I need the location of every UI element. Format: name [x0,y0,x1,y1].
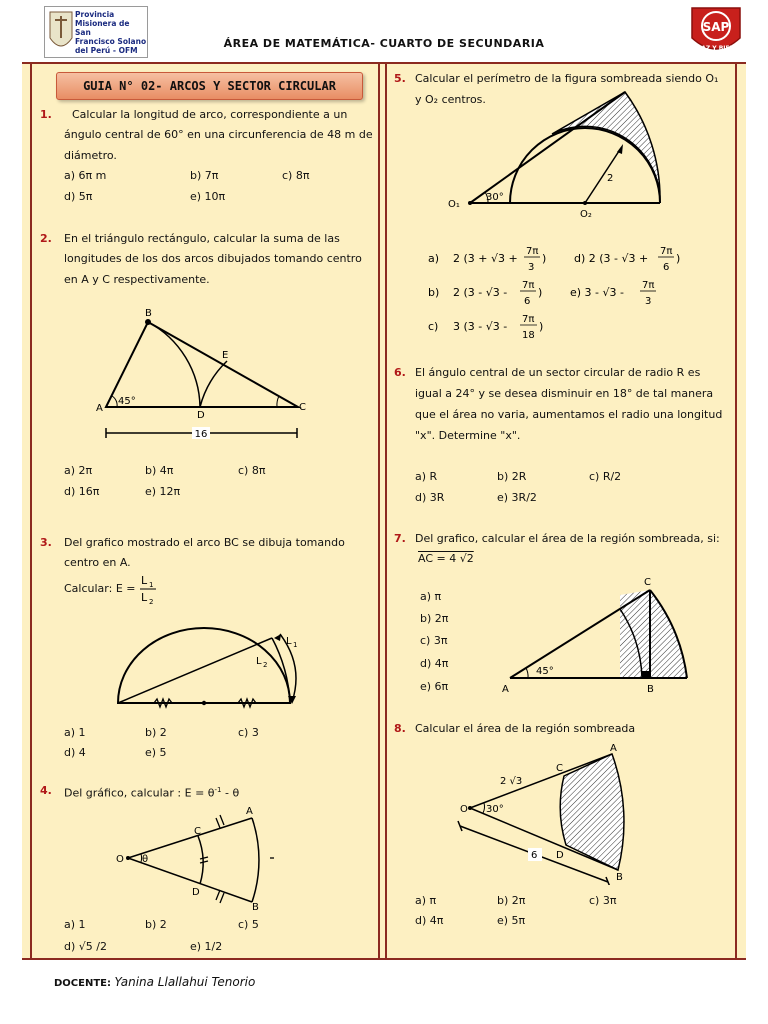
svg-text:7π: 7π [522,314,535,325]
logo-line-2: Misionera de San [75,19,130,37]
problem-number: 2. [40,232,52,245]
fraction-l1-l2 [138,572,160,606]
label-c: C [299,402,306,413]
calc-label: Calcular: E = [64,582,136,595]
option-b: b) 2R [497,470,527,483]
annular-sector-figure [450,740,660,885]
svg-text:6: 6 [663,262,670,273]
sector-figure [112,802,282,914]
problem-text-tail: - θ [221,786,240,800]
label-b: B [616,872,623,883]
label-a: A [246,806,253,817]
option-e: e) 1/2 [190,940,223,953]
option-c: c) 5 [238,918,259,931]
svg-text:): ) [538,286,543,299]
label-b: B [252,902,259,913]
logo-line-1: Provincia [75,10,115,19]
problem-text: y O₂ centros. [415,93,486,106]
triangle-figure [90,300,320,445]
svg-text:d) 2 (3 - √3 +: d) 2 (3 - √3 + [574,252,649,265]
svg-text:e) 3 - √3 -: e) 3 - √3 - [570,286,624,299]
problem-text: Del grafico, calcular el área de la región sombreada, si: [415,532,720,545]
option-d: d) 4π [420,657,449,670]
logo-line-4: del Perú - OFM [75,46,138,55]
option-c [428,314,543,341]
label-b: B [647,684,654,695]
svg-text:): ) [542,252,547,265]
option-d: d) 4π [415,914,444,927]
angle-label: 45° [118,396,136,407]
frac-bottom: L [141,591,148,604]
svg-text:7π: 7π [660,246,673,257]
problem-number: 7. [394,532,406,545]
problem-text: que el área no varia, aumentamos el radio una longitud [415,408,723,421]
svg-text:6: 6 [524,296,531,307]
label-o: O [116,854,124,865]
option-a: a) π [420,590,442,603]
problem-text: longitudes de los dos arcos dibujados tomando centro [64,252,362,265]
label-l2: L [256,656,262,667]
angle-label: 30° [486,192,504,203]
option-e: e) 5π [497,914,526,927]
option-b: b) 4π [145,464,174,477]
svg-text:7π: 7π [526,246,539,257]
label-c: C [556,763,563,774]
footer [54,975,255,989]
svg-text:3 (3 - √3 -: 3 (3 - √3 - [453,320,508,333]
label-o1: O₁ [448,199,460,210]
problem-text: igual a 24° y se desea disminuir en 18° de tal manera [415,387,714,400]
label-e: E [222,350,229,361]
logo-letters: SAP [702,20,730,34]
label-theta: θ [142,854,149,865]
province-logo [44,6,148,58]
left-rule [30,62,32,960]
problem-text: diámetro. [64,149,117,162]
option-a [428,246,546,273]
header-title: ÁREA DE MATEMÁTICA- CUARTO DE SECUNDARIA [223,37,545,50]
option-a: a) π [415,894,437,907]
option-d [574,246,680,273]
problem-text [64,780,239,804]
svg-text:2 (3 + √3 +: 2 (3 + √3 + [453,252,518,265]
option-c: c) 8π [238,464,266,477]
option-d: d) √5 /2 [64,940,107,953]
angle-label: 45° [536,666,554,677]
svg-text:1: 1 [149,581,154,589]
problem-number: 5. [394,72,406,85]
bottom-rule [22,958,746,960]
problem-number: 1. [40,108,52,121]
label-d: D [192,887,200,898]
center-rule-2 [385,62,387,960]
problem-text: Calcular el área de la región sombreada [415,722,636,735]
radius-label: 2 √3 [500,776,523,787]
problem-number: 4. [40,784,52,797]
svg-text:c): c) [428,320,439,333]
option-b: b) 2π [497,894,526,907]
label-o2: O₂ [580,209,592,220]
exponent: -1 [214,786,222,794]
problem-text: centro en A. [64,556,131,569]
option-c: c) 8π [282,169,310,182]
label-b: B [145,308,152,319]
problem-text: en A y C respectivamente. [64,273,210,286]
svg-text:a): a) [428,252,440,265]
option-b [428,280,542,307]
label-c: C [644,577,651,588]
length-label: 16 [194,429,208,440]
right-rule [735,62,737,960]
logo-motto: PAZ Y BIEN [697,45,735,52]
sector-shaded-figure [490,572,700,702]
option-c: c) 3π [420,634,448,647]
label-c: C [194,826,201,837]
school-logo [688,4,744,58]
problem-text: Del grafico mostrado el arco BC se dibuja tomando [64,536,345,549]
option-c: c) R/2 [589,470,622,483]
option-b: b) 2 [145,918,167,931]
semicircle-figure [110,618,310,713]
svg-text:2: 2 [149,598,154,606]
svg-text:7π: 7π [522,280,535,291]
option-a: a) 1 [64,726,86,739]
problem-text-main: Del gráfico, calcular : E = θ [64,786,215,800]
frac-top: L [141,574,148,587]
problem-number: 3. [40,536,52,549]
problem-text: "x". Determine "x". [415,429,521,442]
option-e: e) 6π [420,680,449,693]
option-c: c) 3 [238,726,259,739]
option-d: d) 3R [415,491,445,504]
problem-text: Calcular el perímetro de la figura sombreada siendo O₁ [415,72,719,85]
label-o: O [460,804,468,815]
option-c: c) 3π [589,894,617,907]
option-d: d) 5π [64,190,93,203]
svg-text:): ) [676,252,681,265]
svg-text:3: 3 [528,262,535,273]
teacher-name: Yanina Llallahui Tenorio [114,975,256,989]
problem-text: ángulo central de 60° en una circunferencia de 48 m de [64,128,373,141]
option-b: b) 7π [190,169,219,182]
svg-text:3: 3 [645,296,652,307]
problem-text: El ángulo central de un sector circular de radio R es [415,366,701,379]
option-a: a) R [415,470,438,483]
label-d: D [197,410,205,421]
svg-text:18: 18 [522,330,535,341]
option-d: d) 4 [64,746,86,759]
problem-text: En el triángulo rectángulo, calcular la suma de las [64,232,340,245]
svg-text:7π: 7π [642,280,655,291]
option-a: a) 1 [64,918,86,931]
logo-line-3: Francisco Solano [75,37,147,46]
label-d: D [556,850,564,861]
problem-text: Calcular la longitud de arco, correspondiente a un [72,108,348,121]
option-b: b) 2π [420,612,449,625]
length-label: 6 [531,850,538,861]
svg-text:): ) [539,320,544,333]
problem-number: 6. [394,366,406,379]
option-a: a) 2π [64,464,93,477]
option-a: a) 6π m [64,169,107,182]
problem-number: 8. [394,722,406,735]
center-rule-1 [378,62,380,960]
angle-label: 30° [486,804,504,815]
svg-text:b): b) [428,286,440,299]
svg-text:2 (3 - √3 -: 2 (3 - √3 - [453,286,508,299]
label-l1: L [286,636,292,647]
radius-label: 2 [607,173,614,184]
option-e: e) 12π [145,485,181,498]
label-a: A [96,403,103,414]
label-a: A [610,743,617,754]
option-e [570,280,656,307]
guide-title: GUIA N° 02- ARCOS Y SECTOR CIRCULAR [56,72,363,100]
tangent-figure [440,86,670,222]
option-d: d) 16π [64,485,100,498]
problem-text: AC = 4 √2 [418,552,474,565]
problem-5-options [428,240,728,348]
footer-label: DOCENTE: [54,978,111,989]
svg-text:1: 1 [293,641,298,649]
option-e: e) 3R/2 [497,491,537,504]
option-b: b) 2 [145,726,167,739]
option-e: e) 5 [145,746,167,759]
label-a: A [502,684,509,695]
svg-text:2: 2 [263,661,268,669]
top-rule [22,62,746,64]
option-e: e) 10π [190,190,226,203]
